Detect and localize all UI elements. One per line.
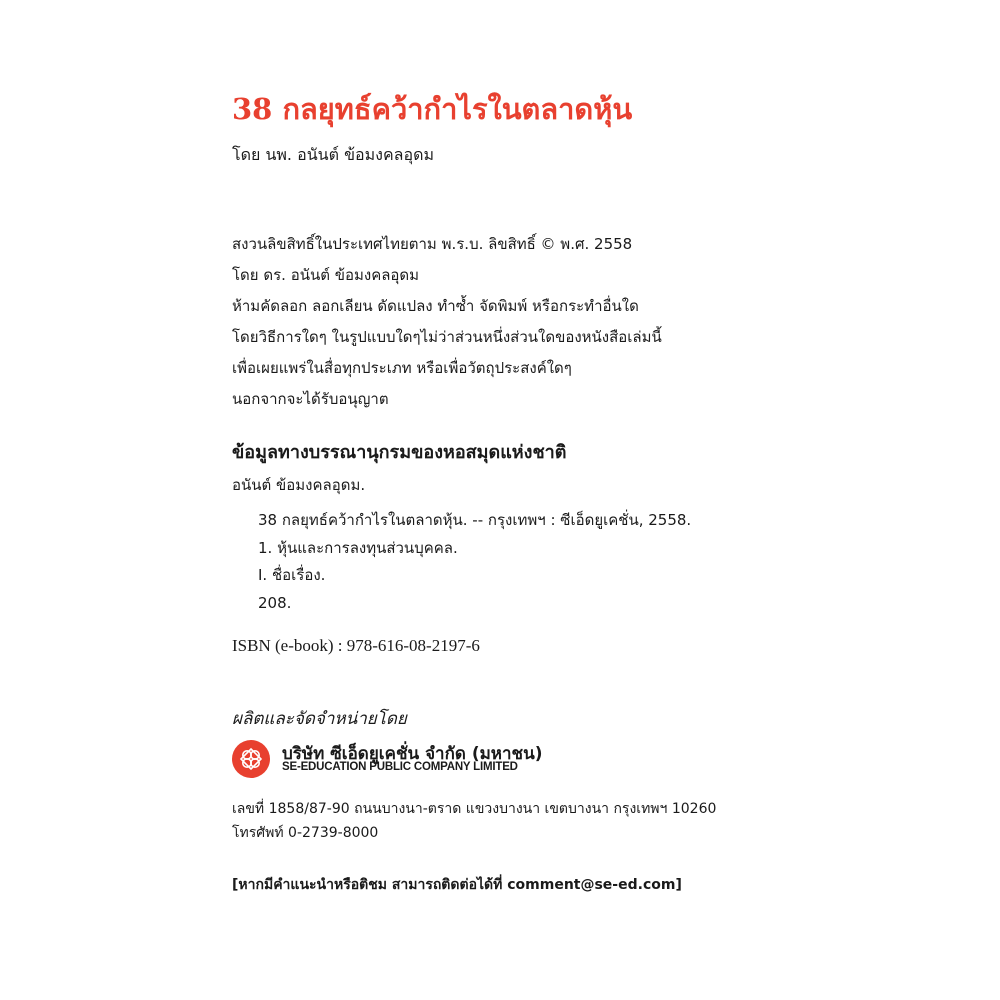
copyright-line: ห้ามคัดลอก ลอกเลียน ดัดแปลง ทำซ้ำ จัดพิมพ์ หรือกระทำอื่นใด (232, 297, 639, 315)
isbn: ISBN (e-book) : 978-616-08-2197-6 (232, 636, 480, 655)
copyright-line: นอกจากจะได้รับอนุญาต (232, 390, 389, 408)
phone-line: โทรศัพท์ 0-2739-8000 (232, 825, 379, 841)
cip-heading: ข้อมูลทางบรรณานุกรมของหอสมุดแห่งชาติ (232, 442, 567, 463)
cip-entry: 38 กลยุทธ์คว้ากำไรในตลาดหุ้น. -- กรุงเทพฯ : ซีเอ็ดยูเคชั่น, 2558. (258, 511, 692, 529)
publisher-address (232, 797, 716, 845)
address-line: เลขที่ 1858/87-90 ถนนบางนา-ตราด แขวงบางนา เขตบางนา กรุงเทพฯ 10260 (232, 801, 717, 817)
publisher-logo-icon (232, 740, 270, 778)
cip-pages: 208. (258, 594, 292, 612)
book-title: 38 กลยุทธ์คว้ากำไรในตลาดหุ้น (232, 92, 633, 126)
copyright-line: โดย ดร. อนันต์ ข้อมงคลอุดม (232, 266, 420, 284)
copyright-line: โดยวิธีการใดๆ ในรูปแบบใดๆไม่ว่าส่วนหนึ่งส่วนใดของหนังสือเล่มนี้ (232, 328, 662, 346)
cip-subject: 1. หุ้นและการลงทุนส่วนบุคคล. (258, 539, 458, 557)
cip-title-index: I. ชื่อเรื่อง. (258, 566, 326, 584)
feedback-note: [หากมีคำแนะนำหรือติชม สามารถติดต่อได้ที่ comment@se-ed.com] (232, 877, 682, 893)
copyright-line: เพื่อเผยแพร่ในสื่อทุกประเภท หรือเพื่อวัตถุประสงค์ใดๆ (232, 359, 572, 377)
cip-author: อนันต์ ข้อมงคลอุดม. (232, 476, 366, 494)
author-byline: โดย นพ. อนันต์ ข้อมงคลอุดม (232, 145, 435, 164)
publisher-name-english: SE-EDUCATION PUBLIC COMPANY LIMITED (282, 761, 518, 773)
copyright-line: สงวนลิขสิทธิ์ในประเทศไทยตาม พ.ร.บ. ลิขสิทธิ์ © พ.ศ. 2558 (232, 235, 633, 253)
publisher-label: ผลิตและจัดจำหน่ายโดย (232, 709, 407, 729)
publisher-name-thai: บริษัท ซีเอ็ดยูเคชั่น จำกัด (มหาชน) (282, 744, 543, 764)
